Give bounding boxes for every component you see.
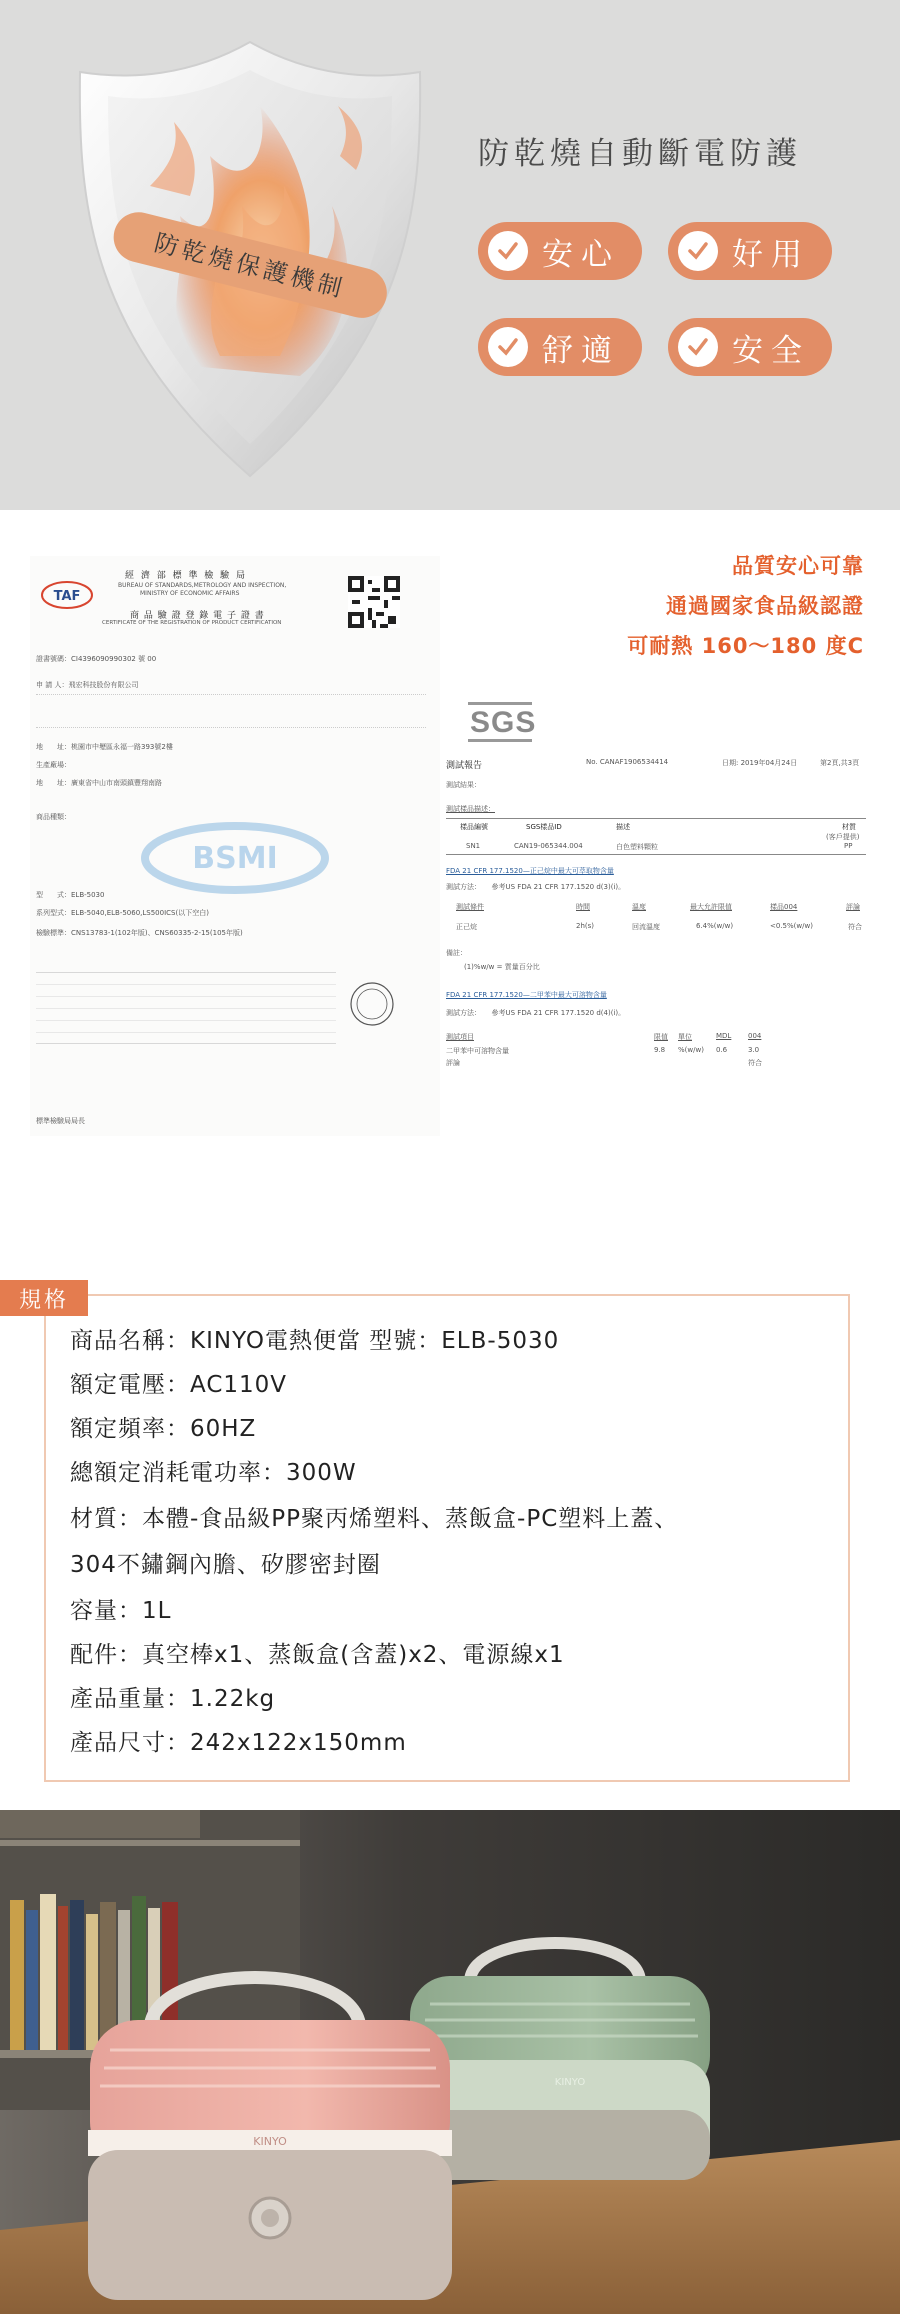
report-title: 測試報告 [446,761,483,771]
fda-heading: FDA 21 CFR 177.1520—二甲苯中最大可溶物含量 [446,991,607,999]
check-icon [678,231,718,271]
table-head: 材質 [842,823,856,831]
spec-line: 304不鏽鋼內膽、矽膠密封圈 [70,1552,381,1578]
spec-line: 產品尺寸：242x122x150mm [70,1730,407,1756]
col-head: 單位 [678,1033,692,1041]
col-head: 最大允許限值 [690,903,732,911]
hero-title: 防乾燒自動斷電防護 [478,136,802,172]
remark-line: (1)%w/w = 質量百分比 [464,963,540,971]
badge-text: 防乾燒保護機制 [151,228,349,304]
table-head: PP [844,842,853,850]
spec-tab: 規格 [0,1280,88,1316]
quality-line: 通過國家食品級認證 [666,594,864,618]
col-head: 限值 [654,1033,668,1041]
col-head: 樣品004 [770,903,798,911]
result-cell: 2h(s) [576,922,594,930]
col-head: MDL [716,1032,732,1040]
brand-pink: KINYO [253,2135,287,2148]
table-line [446,818,866,819]
cert-title-cn: 商 品 驗 證 登 錄 電 子 證 書 [130,611,265,621]
result-cell: 正己烷 [456,923,477,931]
col-head: 評論 [846,903,860,911]
bsmi-field: 型 式：ELB-5030 [36,891,105,899]
bsmi-field: 商品種類： [36,813,71,821]
col-head: 時間 [576,903,590,911]
result-cell: 二甲苯中可溶物含量 [446,1047,509,1055]
divider [36,694,426,728]
sample-cell: CAN19-065344.004 [514,842,583,850]
col-head: 004 [748,1032,762,1040]
comment-cell: 評論 [446,1059,460,1067]
bsmi-field: 系列型式：ELB-5040,ELB-5060,LS500ICS(以下空白) [36,909,209,917]
table-head: 樣品編號 [460,823,488,831]
spec-line: 配件：真空棒x1、蒸飯盒(含蓋)x2、電源線x1 [70,1642,565,1668]
feature-pill-easy [668,222,832,280]
feature-pill-label: 安心 [542,236,620,273]
bsmi-field: 地 址：廣東省中山市南頭鎮豐翔南路 [36,779,162,787]
product-photo [0,1810,900,2314]
shield-flame-icon [70,36,430,486]
table-head: SGS樣品ID [526,823,562,831]
result-cell: 3.0 [748,1046,760,1054]
feature-pill-safe [478,222,642,280]
fda-heading: FDA 21 CFR 177.1520—正己烷中最大可萃取物含量 [446,867,614,875]
table-line [446,854,866,855]
quality-line: 可耐熱 160～180 度C [627,634,864,658]
green-lunchbox [410,1943,710,2180]
sgs-report [446,700,876,1120]
feature-pill-label: 好用 [732,236,810,273]
check-icon [678,327,718,367]
bsmi-field: 檢驗標準：CNS13783-1(102年版)、CNS60335-2-15(105年版) [36,929,243,937]
spec-line: 總額定消耗電功率：300W [70,1460,357,1486]
sample-cell: SN1 [466,842,481,850]
result-cell: 符合 [848,923,862,931]
hero-section [0,0,900,510]
bsmi-mark-text: BSMI [192,841,278,876]
bsmi-certificate [30,556,440,1136]
spec-line: 材質：本體-食品級PP聚丙烯塑料、蒸飯盒-PC塑料上蓋、 [70,1506,679,1532]
bsmi-field: 證書號碼：CI4396090990302 號 00 [36,655,157,663]
spec-line: 額定電壓：AC110V [70,1372,288,1398]
col-head: 測試項目 [446,1033,474,1041]
spec-line: 容量：1L [70,1598,172,1624]
report-page: 第2頁,共3頁 [820,759,860,767]
ministry-en-1: BUREAU OF STANDARDS,METROLOGY AND INSPECTION, [118,582,287,589]
table-head: (客戶提供) [826,833,860,841]
fda-method: 測試方法： 參考US FDA 21 CFR 177.1520 d(3)(i)。 [446,883,626,891]
result-cell: 0.6 [716,1046,728,1054]
taf-text: TAF [53,589,81,604]
fda-method: 測試方法： 參考US FDA 21 CFR 177.1520 d(4)(i)。 [446,1009,626,1017]
result-cell: 回流溫度 [632,923,660,931]
spec-line: 產品重量：1.22kg [70,1686,276,1712]
result-cell: 6.4%(w/w) [696,922,734,930]
brand-green: KINYO [554,2077,586,2088]
bsmi-mark-icon [140,818,330,898]
report-date: 日期: 2019年04月24日 [722,759,798,767]
sgs-logo: SGS [470,706,537,739]
feature-pill-comfort [478,318,642,376]
table-head: 描述 [616,823,630,831]
result-cell: 9.8 [654,1046,666,1054]
registration-table [36,972,336,1044]
feature-pill-label: 舒適 [542,332,620,369]
bsmi-field: 申 請 人：飛宏科技股份有限公司 [36,681,139,689]
qr-code-icon [348,576,400,628]
result-cell: <0.5%(w/w) [770,922,813,930]
bsmi-field: 標準檢驗局局長 [36,1117,85,1125]
certificates-section [0,510,900,1250]
stamp-icon [348,980,396,1028]
bsmi-field: 生產廠場： [36,761,71,769]
spec-line: 額定頻率：60HZ [70,1416,257,1442]
report-number: No. CANAF1906534414 [586,758,669,766]
feature-pill-security [668,318,832,376]
shield-illustration [70,36,430,486]
quality-line: 品質安心可靠 [732,554,864,578]
results-label: 測試結果： [446,781,481,789]
pink-lunchbox [88,1978,452,2301]
sample-cell: 白色塑料顆粒 [616,843,658,851]
spec-line: 商品名稱：KINYO電熱便當 型號：ELB-5030 [70,1328,560,1354]
taf-logo-icon [40,580,94,610]
result-cell: %(w/w) [678,1046,704,1054]
desc-label: 測試樣品描述： [446,805,495,813]
remark-label: 備註： [446,949,467,957]
lunchbox-scene-image [0,1810,900,2314]
cert-title-en: CERTIFICATE OF THE REGISTRATION OF PRODUCT CERTIFICATION [102,620,282,626]
col-head: 測試條件 [456,903,484,911]
col-head: 溫度 [632,903,646,911]
ministry-cn: 經 濟 部 標 準 檢 驗 局 [125,571,248,581]
comment-cell: 符合 [748,1059,762,1067]
bsmi-field: 地 址：桃園市中壢區永福一路393號2樓 [36,743,173,751]
ministry-en-2: MINISTRY OF ECONOMIC AFFAIRS [140,590,240,597]
feature-pill-label: 安全 [732,332,810,369]
check-icon [488,327,528,367]
check-icon [488,231,528,271]
